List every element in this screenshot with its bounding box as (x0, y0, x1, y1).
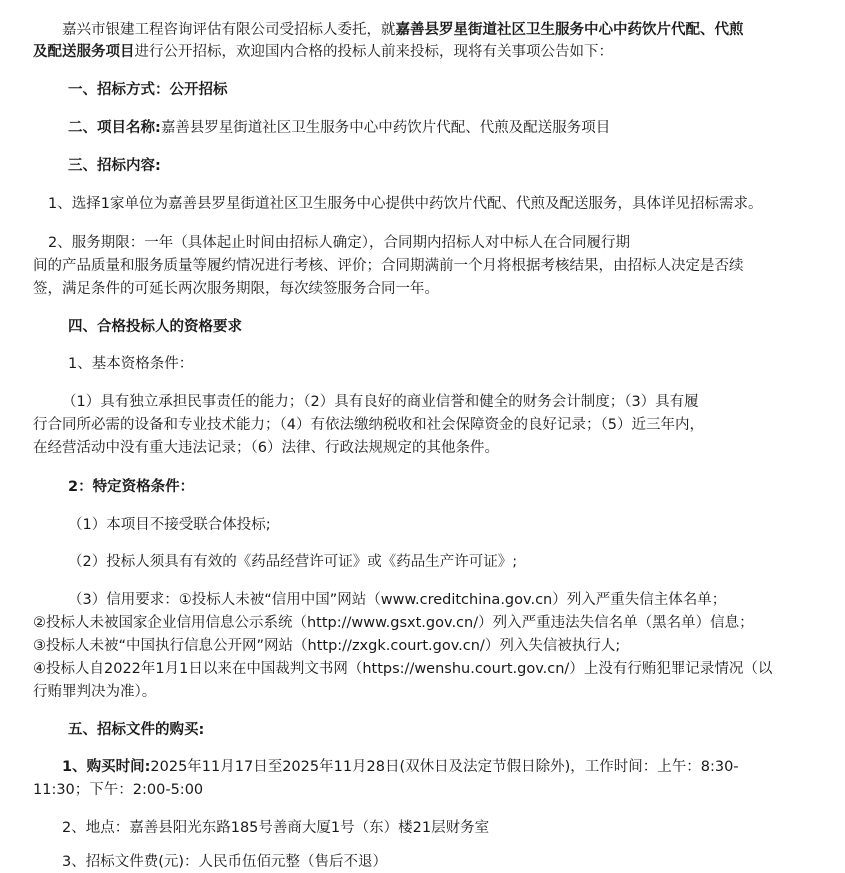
project-name-bold-2: 及配送服务项目 (33, 44, 135, 60)
basic-qualification-heading: 1、基本资格条件： (68, 356, 194, 372)
credit-requirement-line-1: （3）信用要求：①投标人未被“信用中国”网站（www.creditchina.gov.cn）列入严重失信主体名单； (68, 592, 727, 608)
basic-qualification-line-1: （1）具有独立承担民事责任的能力；（2）具有良好的商业信誉和健全的财务会计制度；（3）具有履 (62, 394, 699, 410)
credit-requirement-line-2: ②投标人未被国家企业信用信息公示系统（http://www.gsxt.gov.cn/）列入严重违法失信名单（黑名单）信息； (33, 615, 754, 631)
section-3-heading: 三、招标内容: (68, 158, 161, 174)
credit-requirement-line-3: ③投标人未被“中国执行信息公开网”网站（http://zxgk.court.gov.cn/）列入失信被执行人; (33, 638, 621, 654)
section-3-item-2-line-2: 间的产品质量和服务质量等履约情况进行考核、评价；合同期满前一个月将根据考核结果，由招标人决定是否续 (33, 258, 744, 274)
section-3-item-2-line-1: 2、服务期限：一年（具体起止时间由招标人确定），合同期内招标人对中标人在合同履行期 (48, 235, 630, 251)
intro-rest: 进行公开招标，欢迎国内合格的投标人前来投标，现将有关事项公告如下： (134, 44, 613, 60)
credit-requirement-line-4: ④投标人自2022年1月1日以来在中国裁判文书网（https://wenshu.court.gov.cn/）上没有行贿犯罪记录情况（以 (33, 661, 773, 677)
purchase-time-value: 2025年11月17日至2025年11月28日(双休日及法定节假日除外)，工作时间：上午：8:30- (150, 759, 739, 775)
purchase-location: 2、地点：嘉善县阳光东路185号善商大厦1号（东）楼21层财务室 (62, 820, 490, 836)
project-name-bold-1: 嘉善县罗星街道社区卫生服务中心中药饮片代配、代煎 (395, 22, 744, 38)
section-1-heading: 一、招标方式：公开招标 (68, 82, 228, 98)
section-4-heading: 四、合格投标人的资格要求 (68, 319, 242, 335)
credit-requirement-line-5: 行贿罪判决为准）。 (33, 684, 157, 700)
section-3-item-2-line-3: 签，满足条件的可延长两次服务期限，每次续签服务合同一年。 (33, 281, 439, 297)
special-qualification-heading: 2：特定资格条件： (68, 479, 195, 495)
section-3-item-1: 1、选择1家单位为嘉善县罗星街道社区卫生服务中心提供中药饮片代配、代煎及配送服务，具体详见招标需求。 (48, 196, 763, 212)
section-2-label: 二、项目名称: (68, 120, 161, 136)
special-qualification-2: （2）投标人须具有有效的《药品经营许可证》或《药品生产许可证》; (68, 554, 518, 570)
purchase-time-line (62, 756, 739, 778)
basic-qualification-line-2: 行合同所必需的设备和专业技术能力；（4）有依法缴纳税收和社会保障资金的良好记录；（5）近三年内， (33, 417, 704, 433)
purchase-time-continued: 11:30；下午：2:00-5:00 (33, 782, 204, 798)
intro-line-2 (33, 41, 613, 63)
basic-qualification-line-3: 在经营活动中没有重大违法记录；（6）法律、行政法规规定的其他条件。 (33, 440, 499, 456)
intro-line-1 (62, 19, 744, 41)
document-fee-partial: 3、招标文件费(元)：人民币伍佰元整（售后不退） (62, 854, 388, 870)
section-5-heading: 五、招标文件的购买: (68, 722, 205, 738)
section-2-line (68, 117, 610, 139)
purchase-time-label: 1、购买时间: (62, 759, 151, 775)
section-2-value: 嘉善县罗星街道社区卫生服务中心中药饮片代配、代煎及配送服务项目 (160, 120, 611, 136)
special-qualification-1: （1）本项目不接受联合体投标; (68, 517, 271, 533)
intro-prefix: 嘉兴市银建工程咨询评估有限公司受招标人委托，就 (62, 22, 396, 38)
